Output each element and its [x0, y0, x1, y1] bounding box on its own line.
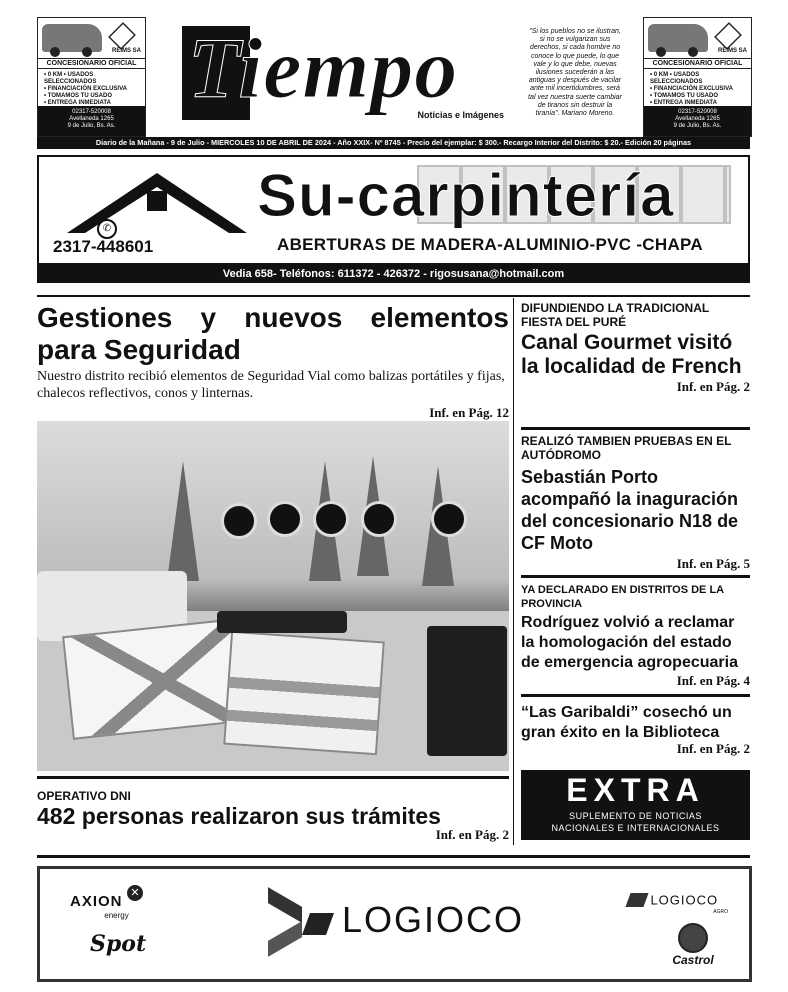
- banner-tagline: ABERTURAS DE MADERA-ALUMINIO-PVC -CHAPA: [277, 235, 703, 254]
- banner-contact: Vedia 658- Teléfonos: 611372 - 426372 - rigosusana@hotmail.com: [37, 265, 750, 283]
- sidebar-kicker: YA DECLARADO EN DISTRITOS DE LA PROVINCIA: [521, 584, 724, 610]
- car-ad-phone: 02317-520008: [72, 109, 111, 115]
- car-ad-item: • ENTREGA INMEDIATA: [650, 100, 717, 106]
- beacon-light: [267, 501, 303, 537]
- house-window-icon: [147, 191, 167, 211]
- logioco-small-icon: [625, 893, 648, 907]
- section-rule: [37, 295, 750, 297]
- beacon-light: [221, 503, 257, 539]
- banner-brand: Su-carpintería: [257, 162, 675, 229]
- car-ad-phone: 02317-520008: [678, 109, 717, 115]
- castrol-text: Castrol: [672, 953, 714, 967]
- logioco-agro-logo: [628, 891, 738, 915]
- car-ad-item: • ENTREGA INMEDIATA: [44, 100, 111, 106]
- car-ad-oficial: CONCESIONARIO OFICIAL: [38, 58, 145, 69]
- sidebar-story[interactable]: [521, 583, 750, 693]
- banner-phone: 2317-448601: [53, 237, 154, 256]
- axion-x-icon: ✕: [127, 885, 143, 901]
- castrol-logo: [668, 923, 718, 967]
- extra-line2: NACIONALES E INTERNACIONALES: [551, 823, 720, 833]
- car-ad-item: • FINANCIACIÓN EXCLUSIVA: [44, 86, 127, 92]
- carpinteria-banner[interactable]: [37, 155, 750, 285]
- logioco-brand: LOGIOCO: [342, 899, 525, 940]
- car-ad-left[interactable]: [37, 17, 146, 137]
- footer-ad[interactable]: [37, 866, 752, 982]
- car-ad-item: • FINANCIACIÓN EXCLUSIVA: [650, 86, 733, 92]
- sidebar-headline[interactable]: Sebastián Porto acompañó la inaguración del concesionario N18 de CF Moto: [521, 467, 739, 553]
- sidebar-ref: Inf. en Pág. 4: [676, 673, 750, 688]
- sidebar-kicker: DIFUNDIENDO LA TRADICIONAL FIESTA DEL PURÉ: [521, 301, 709, 329]
- extra-title: EXTRA: [566, 772, 705, 808]
- sidebar-rule: [521, 427, 750, 430]
- sidebar-kicker: REALIZÓ TAMBIEN PRUEBAS EN EL AUTÓDROMO: [521, 434, 732, 462]
- bottom-ref: Inf. en Pág. 2: [435, 827, 509, 842]
- car-ad-right[interactable]: [643, 17, 752, 137]
- dateline: Diario de la Mañana - 9 de Julio - MIERCOLES 10 DE ABRIL DE 2024 - Año XXIX- Nº 8745 - Precio del ejemplar: $ 300.- Recargo Interior del Distrito: $ 20.- Edición 20 páginas: [37, 137, 750, 149]
- lead-photo: [37, 421, 509, 771]
- sidebar-story[interactable]: [521, 301, 750, 421]
- axion-logo: [70, 887, 143, 920]
- footer-rule: [37, 855, 750, 858]
- photo-rule: [37, 776, 509, 779]
- sidebar-rule: [521, 694, 750, 697]
- bottom-story[interactable]: [37, 789, 509, 845]
- car-ad-city: 9 de Julio, Bs. As.: [673, 123, 722, 129]
- beacon-light: [361, 501, 397, 537]
- car-ad-brand: REIMS SA: [111, 48, 141, 54]
- masthead-title: Tiempo: [188, 20, 459, 116]
- whatsapp-icon: ✆: [97, 219, 117, 239]
- masthead-subtitle: Noticias e Imágenes: [417, 110, 504, 120]
- sidebar-story[interactable]: [521, 703, 750, 759]
- sidebar-headline[interactable]: “Las Garibaldi” cosechó un gran éxito en la Biblioteca: [521, 704, 732, 741]
- logioco-mark-icon: [262, 893, 342, 953]
- car-ad-items: [650, 72, 751, 107]
- flashlights: [217, 611, 347, 633]
- sidebar-story[interactable]: [521, 434, 750, 574]
- logioco-agro-text: AGRO: [713, 909, 728, 915]
- beacon-light: [431, 501, 467, 537]
- sidebar-ref: Inf. en Pág. 2: [676, 379, 750, 394]
- car-image: [648, 24, 708, 52]
- sidebar-headline[interactable]: Canal Gourmet visitó la localidad de French: [521, 331, 742, 378]
- spot-logo: Spot: [90, 931, 147, 957]
- column-divider: [513, 298, 514, 845]
- car-ad-items: [44, 72, 145, 107]
- car-ad-item: • 0 KM • USADOS SELECCIONADOS: [44, 72, 97, 85]
- masthead: [0, 0, 788, 140]
- masthead-title-block: [182, 20, 512, 124]
- car-ad-city: 9 de Julio, Bs. As.: [67, 123, 116, 129]
- car-ad-item: • TOMAMOS TU USADO: [650, 93, 718, 99]
- sidebar-headline[interactable]: Rodríguez volvió a reclamar la homologación del estado de emergencia agropecuaria: [521, 614, 738, 671]
- car-ad-address: Avellaneda 1265: [675, 116, 720, 122]
- masthead-quote: "Si los pueblos no se ilustran, si no se vulgarizan sus derechos, si cada hombre no conoce lo que puede, lo que vale y lo que debe, nuevas ilusiones sucederán a las antiguas y después de vacilar ante mil incertidumbres, será tal vez nuestra suerte cambiar de tiranos sin destruir la tiranía". Mariano Moreno.: [528, 28, 622, 118]
- renault-logo-icon: [108, 22, 136, 50]
- car-ad-address: Avellaneda 1265: [69, 116, 114, 122]
- car-image: [42, 24, 102, 52]
- logioco-small-text: LOGIOCO: [650, 892, 719, 908]
- lead-summary: Nuestro distrito recibió elementos de Seguridad Vial como balizas portátiles y fijas, chalecos reflectivos, conos y linternas.: [37, 369, 505, 401]
- car-ad-brand: REIMS SA: [717, 48, 747, 54]
- axion-text: AXION: [70, 893, 123, 910]
- car-ad-footer: [644, 106, 751, 136]
- extra-supplement[interactable]: [521, 770, 750, 840]
- beacon-light: [313, 501, 349, 537]
- lead-ref: Inf. en Pág. 12: [429, 405, 509, 420]
- lead-story[interactable]: [37, 302, 509, 422]
- sidebar-ref: Inf. en Pág. 5: [676, 556, 750, 571]
- car-ad-footer: [38, 106, 145, 136]
- sidebar-ref: Inf. en Pág. 2: [676, 741, 750, 756]
- lead-headline[interactable]: Gestiones y nuevos elementos para Seguridad: [37, 302, 509, 365]
- car-ad-item: • 0 KM • USADOS SELECCIONADOS: [650, 72, 703, 85]
- axion-energy: energy: [104, 911, 129, 920]
- extra-line1: SUPLEMENTO DE NOTICIAS: [569, 811, 702, 821]
- traffic-cone: [167, 461, 199, 581]
- bottom-kicker: OPERATIVO DNI: [37, 789, 131, 803]
- reflective-vest: [223, 631, 385, 755]
- car-ad-oficial: CONCESIONARIO OFICIAL: [644, 58, 751, 69]
- renault-logo-icon: [714, 22, 742, 50]
- equipment-case: [427, 626, 507, 756]
- sidebar-rule: [521, 575, 750, 578]
- car-ad-item: • TOMAMOS TU USADO: [44, 93, 112, 99]
- bottom-headline[interactable]: 482 personas realizaron sus trámites: [37, 803, 441, 829]
- castrol-emblem-icon: [678, 923, 708, 953]
